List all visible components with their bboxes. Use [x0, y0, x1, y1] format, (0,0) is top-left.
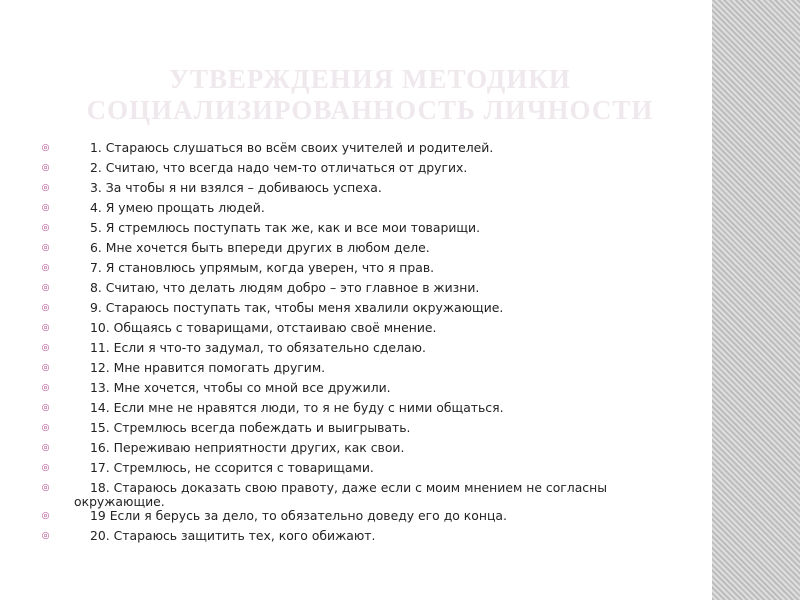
statement-text: 17. Стремлюсь, не ссорится с товарищами.: [90, 460, 374, 475]
list-item: [40, 161, 680, 181]
bullet-icon: ◎: [41, 263, 50, 273]
list-item: [40, 241, 680, 261]
statement-text: 11. Если я что-то задумал, то обязательно сделаю.: [90, 340, 426, 355]
statement-text: 8. Считаю, что делать людям добро – это главное в жизни.: [90, 280, 480, 295]
bullet-icon: ◎: [41, 343, 50, 353]
bullet-icon: ◎: [41, 243, 50, 253]
statement-text: 3. За чтобы я ни взялся – добиваюсь успеха.: [90, 180, 382, 195]
statement-text: 20. Стараюсь защитить тех, кого обижают.: [90, 528, 376, 543]
bullet-icon: ◎: [41, 363, 50, 373]
statement-text: 9. Стараюсь поступать так, чтобы меня хвалили окружающие.: [90, 300, 504, 315]
bullet-icon: ◎: [41, 283, 50, 293]
bullet-icon: ◎: [41, 223, 50, 233]
list-item: [40, 401, 680, 421]
statement-text: 5. Я стремлюсь поступать так же, как и все мои товарищи.: [90, 220, 481, 235]
statement-text: 6. Мне хочется быть впереди других в любом деле.: [90, 240, 430, 255]
list-item: [40, 341, 680, 361]
statement-text: 15. Стремлюсь всегда побеждать и выигрывать.: [90, 420, 411, 435]
statement-text: 1. Стараюсь слушаться во всём своих учителей и родителей.: [90, 140, 494, 155]
bullet-icon: ◎: [41, 511, 50, 521]
list-item: [40, 281, 680, 301]
list-item: [40, 261, 680, 281]
list-item: [40, 509, 680, 529]
bullet-icon: ◎: [41, 163, 50, 173]
statement-text: 10. Общаясь с товарищами, отстаиваю своё мнение.: [90, 320, 437, 335]
slide-title: [40, 64, 700, 126]
statements-list: [40, 141, 680, 549]
statement-text: 7. Я становлюсь упрямым, когда уверен, что я прав.: [90, 260, 435, 275]
bullet-icon: ◎: [41, 143, 50, 153]
statement-text: 13. Мне хочется, чтобы со мной все дружили.: [90, 380, 391, 395]
decorative-side-band: [712, 0, 800, 600]
bullet-icon: ◎: [41, 403, 50, 413]
bullet-icon: ◎: [41, 463, 50, 473]
bullet-icon: ◎: [41, 423, 50, 433]
list-item: [40, 421, 680, 441]
bullet-icon: ◎: [41, 483, 50, 493]
bullet-icon: ◎: [41, 323, 50, 333]
statement-text: 16. Переживаю неприятности других, как свои.: [90, 440, 405, 455]
list-item: [40, 321, 680, 341]
list-item: [40, 529, 680, 549]
list-item: [40, 481, 680, 509]
list-item: [40, 461, 680, 481]
bullet-icon: ◎: [41, 203, 50, 213]
statement-text: 2. Считаю, что всегда надо чем-то отличаться от других.: [90, 160, 468, 175]
statement-text: 12. Мне нравится помогать другим.: [90, 360, 326, 375]
bullet-icon: ◎: [41, 303, 50, 313]
list-item: [40, 441, 680, 461]
slide-title-line-1: УТВЕРЖДЕНИЯ МЕТОДИКИ: [169, 64, 571, 94]
bullet-icon: ◎: [41, 383, 50, 393]
bullet-icon: ◎: [41, 183, 50, 193]
list-item: [40, 361, 680, 381]
list-item: [40, 381, 680, 401]
statement-text: 14. Если мне не нравятся люди, то я не буду с ними общаться.: [90, 400, 504, 415]
list-item: [40, 201, 680, 221]
list-item: [40, 301, 680, 321]
list-item: [40, 141, 680, 161]
list-item: [40, 221, 680, 241]
bullet-icon: ◎: [41, 531, 50, 541]
list-item: [40, 181, 680, 201]
slide-title-line-2: СОЦИАЛИЗИРОВАННОСТЬ ЛИЧНОСТИ: [86, 95, 654, 125]
bullet-icon: ◎: [41, 443, 50, 453]
statement-text: 19 Если я берусь за дело, то обязательно доведу его до конца.: [90, 508, 507, 523]
statement-text: 18. Стараюсь доказать свою правоту, даже если с моим мнением не согласны окружающие.: [74, 480, 608, 509]
statement-text: 4. Я умею прощать людей.: [90, 200, 265, 215]
